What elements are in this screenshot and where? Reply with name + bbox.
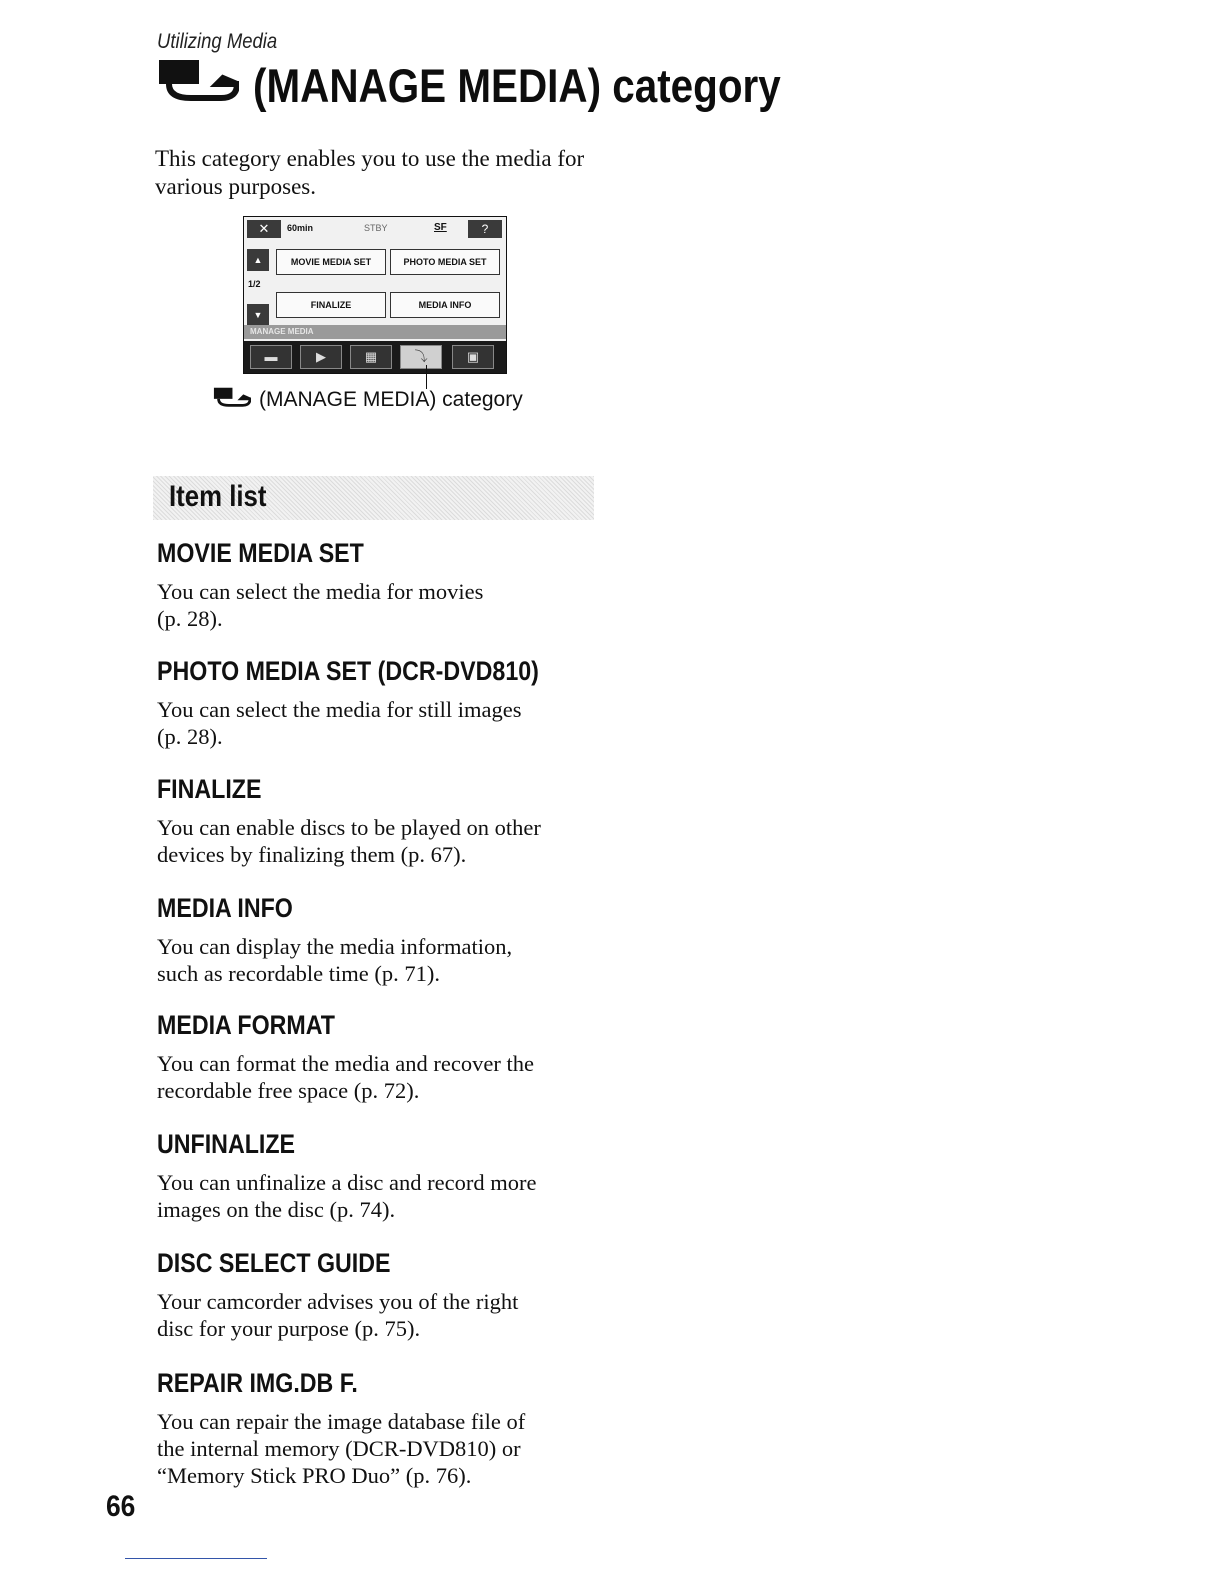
list-item xyxy=(157,1246,617,1366)
page-indicator: 1/2 xyxy=(248,279,261,289)
grid-icon: ▦ xyxy=(364,349,378,364)
scroll-up-button[interactable]: ▲ xyxy=(247,249,269,271)
footer-rule xyxy=(125,1558,267,1559)
list-item xyxy=(157,654,617,772)
tab-playback[interactable] xyxy=(300,345,342,369)
intro-text: This category enables you to use the media for various purposes. xyxy=(155,146,585,199)
category-tabs xyxy=(244,341,506,373)
playback-icon: ▶ xyxy=(316,349,326,364)
mode-icon: SF xyxy=(434,222,447,233)
manage-media-icon: ⤵ xyxy=(414,349,428,364)
close-button[interactable]: ✕ xyxy=(247,220,281,238)
item-description: You can enable discs to be played on other devices by finalizing them (p. 67). xyxy=(157,815,541,867)
item-title: MEDIA FORMAT xyxy=(157,1010,336,1040)
item-title: PHOTO MEDIA SET (DCR-DVD810) xyxy=(157,656,539,686)
item-list-heading: Item list xyxy=(169,480,267,513)
item-description: You can display the media information, such as recordable time (p. 71). xyxy=(157,934,513,986)
figure-caption xyxy=(213,386,523,414)
item-description: Your camcorder advises you of the right disc for your purpose (p. 75). xyxy=(157,1289,519,1341)
tab-manage-media[interactable] xyxy=(400,345,442,369)
category-label-bar: MANAGE MEDIA xyxy=(244,325,506,339)
finalize-button[interactable]: FINALIZE xyxy=(276,292,386,318)
page-title-text: (MANAGE MEDIA) category xyxy=(253,59,781,112)
list-item xyxy=(157,772,617,891)
toolbox-icon: ▣ xyxy=(466,349,480,364)
media-remaining-indicator: 60min xyxy=(287,223,314,233)
lcd-screen-illustration xyxy=(243,216,507,374)
movie-media-set-button[interactable]: MOVIE MEDIA SET xyxy=(276,249,386,275)
section-label: Utilizing Media xyxy=(157,30,278,53)
camera-icon: ▬ xyxy=(264,349,278,364)
item-description: You can format the media and recover the recordable free space (p. 72). xyxy=(157,1051,534,1103)
tab-toolbox[interactable] xyxy=(452,345,494,369)
item-title: MOVIE MEDIA SET xyxy=(157,538,364,568)
manage-media-icon xyxy=(213,386,251,414)
item-description: You can select the media for still images (p. 28). xyxy=(157,697,522,749)
item-description: You can repair the image database file of the internal memory (DCR-DVD810) or “Memory Stick PRO Duo” (p. 76). xyxy=(157,1409,526,1488)
list-item xyxy=(157,536,617,654)
item-title: DISC SELECT GUIDE xyxy=(157,1248,391,1278)
page-title xyxy=(157,58,867,113)
item-list xyxy=(157,536,617,1489)
list-item xyxy=(157,891,617,1008)
photo-media-set-button[interactable]: PHOTO MEDIA SET xyxy=(390,249,500,275)
item-description: You can unfinalize a disc and record more images on the disc (p. 74). xyxy=(157,1170,537,1222)
item-list-heading-band xyxy=(153,476,594,520)
tab-camera[interactable] xyxy=(250,345,292,369)
page-number: 66 xyxy=(106,1490,136,1523)
standby-indicator: STBY xyxy=(364,223,388,233)
item-title: REPAIR IMG.DB F. xyxy=(157,1368,358,1398)
item-description: You can select the media for movies (p. 28). xyxy=(157,579,484,631)
screen-topbar xyxy=(244,217,506,241)
item-title: FINALIZE xyxy=(157,774,262,804)
tab-grid[interactable] xyxy=(350,345,392,369)
item-title: MEDIA INFO xyxy=(157,893,293,923)
list-item xyxy=(157,1366,617,1489)
list-item xyxy=(157,1008,617,1127)
media-info-button[interactable]: MEDIA INFO xyxy=(390,292,500,318)
manage-media-icon xyxy=(157,58,239,113)
caption-text: (MANAGE MEDIA) category xyxy=(259,388,523,411)
list-item xyxy=(157,1127,617,1246)
help-button[interactable]: ? xyxy=(468,220,502,238)
item-title: UNFINALIZE xyxy=(157,1129,296,1159)
scroll-down-button[interactable]: ▼ xyxy=(247,304,269,326)
